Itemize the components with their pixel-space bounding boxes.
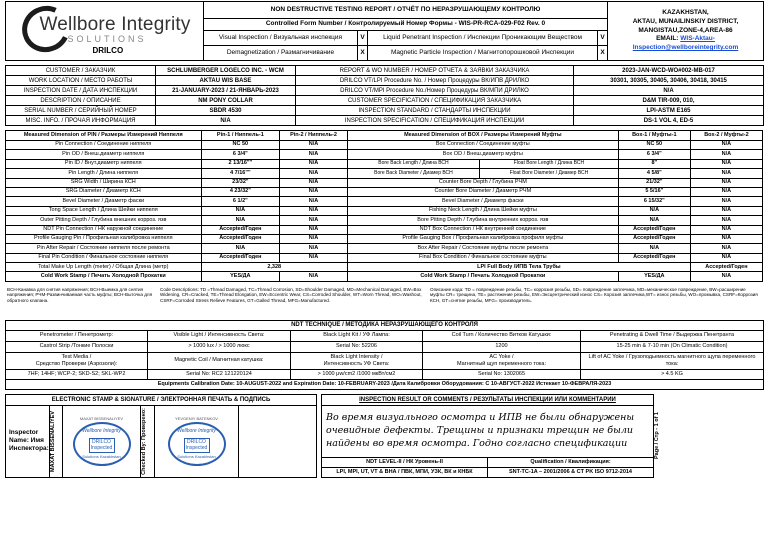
make-up-value: 2,328 <box>201 263 347 272</box>
pin1-value: 4 23/32" <box>201 187 280 196</box>
box-dim-label: Bevel Diameter / Диаметр фаски <box>347 197 618 206</box>
bl-intensity-value: > 1000 μw/cm2 /1000 мкВт/см2 <box>291 369 423 379</box>
pin1-value: Accepted/Годен <box>201 225 280 234</box>
pin2-value: N/A <box>280 244 348 253</box>
pin-dim-label: SRG Diameter / Диаметр КСН <box>6 187 202 196</box>
float-bore-dia-label: Float Bore Diameter / Диамер ВСН <box>480 169 619 178</box>
float-bore-length-label: Float Bore Length / Длина ВСН <box>480 159 619 168</box>
black-light-label: Black Light Kit / УФ Лампа: <box>291 330 423 341</box>
address-line-3: MANGISTAU,ZONE-4,AREA-86 <box>638 26 733 34</box>
info-label: MISC. INFO. / ПРОЧАЯ ИНФОРМАЦИЯ <box>6 116 156 126</box>
page-number: Page / Стр - 1 of 1 <box>654 412 660 460</box>
info-row <box>6 96 764 106</box>
email-link[interactable]: WIS-Aktau-Inspection@wellboreintegrity.com <box>632 35 739 52</box>
inspector-stamp <box>63 405 141 477</box>
info-value: NM PONY COLLAR <box>156 96 296 106</box>
pin1-value: 6 3/4" <box>201 150 280 159</box>
box1-value: 4 5/8" <box>618 169 690 178</box>
checked-by-label: Checked By: Проверено: <box>141 407 147 475</box>
pin2-value: N/A <box>280 159 348 168</box>
pin-dim-label: Outer Pitting Depth / Глубина внешних корроз. язв <box>6 216 202 225</box>
info-value: N/A <box>156 116 296 126</box>
email-label: EMAIL: <box>656 35 679 43</box>
visible-light-value: > 1000 lux / > 1000 люкс <box>148 341 291 352</box>
bl-intensity-label-ru: Интенсивность УФ Света: <box>323 360 390 367</box>
box2-value: N/A <box>690 216 762 225</box>
pin2-value: N/A <box>280 150 348 159</box>
box2-value: N/A <box>690 169 762 178</box>
box2-value: N/A <box>690 206 762 215</box>
dim-row <box>6 178 763 187</box>
pin-dim-label: Profile Gauging Pin / Профильная калибровка ниппеля <box>6 234 202 243</box>
checked-stamp-icon: Wellbore Integrity DRILCO Inspected Solutions Kazakhstan <box>168 422 226 466</box>
checker-stamp <box>155 405 239 477</box>
cold-work-box2: N/A <box>690 272 762 281</box>
box-dim-label: Fishing Neck Length / Длина Шейки муфты <box>347 206 618 215</box>
address-line-2: AKTAU, MUNAILINSKIY DISTRICT, <box>632 17 739 25</box>
signature-result-table <box>5 394 764 478</box>
cold-work-box-label: Cold Work Stamp / Печать Холодной Прокатки <box>347 272 618 281</box>
box2-value: N/A <box>690 159 762 168</box>
dwell-time-value: 15-25 min & 7-10 min (On Climatic Condition) <box>581 341 764 352</box>
pin2-value: N/A <box>280 169 348 178</box>
ndt-level-label: NDT LEVEL-II / НК Уровень-II <box>322 457 488 467</box>
info-label: SERIAL NUMBER / СЕРИЙНЫЙ НОМЕР <box>6 106 156 116</box>
ac-yoke-serial: Serial No: 1302065 <box>423 369 581 379</box>
pin2-value: N/A <box>280 197 348 206</box>
coil-turn-label: Coil Turn / Количество Витков Катушки: <box>423 330 581 341</box>
method-lpi: Liquid Penetrant Inspection / Инспекции Проникающим Веществом <box>368 30 598 45</box>
box2-value: N/A <box>690 234 762 243</box>
counter-bore-length-label: Bore Back Length / Длина ВСН <box>347 159 479 168</box>
box2-value: N/A <box>690 197 762 206</box>
pin1-value: Accepted/Годен <box>201 253 280 262</box>
box1-value: 8" <box>618 159 690 168</box>
notes-codes-ru: Описание кода: TD = повреждение резьбы, TC= коррозия резьбы, SD= повреждение заплечика, MD=механическое повреждение, BW=расширение муфты CR= трещина, TE= растяжение резьбы, EW=Эксцентрический износ CS= Корозия заплечика,WT= износ резьбы, WO=промывка, CSRF=Коррозия КСН, GT=снятие резьбы, MFG= производитель. <box>430 286 758 303</box>
box2-value: N/A <box>690 150 762 159</box>
box2-value: N/A <box>690 141 762 150</box>
info-value-2: D&M TIR-009, 010, <box>574 96 764 106</box>
pin2-value: N/A <box>280 253 348 262</box>
pin2-value: N/A <box>280 225 348 234</box>
bl-intensity-label: Black Light Intensity / <box>330 354 383 361</box>
info-label: DESCRIPTION / ОПИСАНИЕ <box>6 96 156 106</box>
lpi-full-body-value: Accepted/Годен <box>690 263 762 272</box>
dim-row <box>6 131 763 141</box>
dim-header-box1: Box-1 / Муфты-1 <box>618 131 690 141</box>
info-value: SBDR 4530 <box>156 106 296 116</box>
dim-header-pin1: Pin-1 / Ниппель-1 <box>201 131 280 141</box>
ndt-methods: LPI, MPI, UT, VT & ВНА / ПВК, МПИ, УЗК, ВК и КНБК <box>322 467 488 477</box>
pin2-value: N/A <box>280 187 348 196</box>
penetrometer-label: Penetrometer / Пенетрометр: <box>6 330 148 341</box>
box2-value: N/A <box>690 225 762 234</box>
inspector-name: MAXAT BISSENALIYEV <box>50 410 56 472</box>
test-media-label-ru: Средство Проверки (Аэрозоли): <box>35 360 118 367</box>
stamp-2-name: YEVGENIY BATENKOV <box>175 415 218 421</box>
box-dim-label: Box Connection / Соединение муфты <box>347 141 618 150</box>
dim-row <box>6 141 763 150</box>
counter-bore-dia-label: Bore Back Diameter / Диамер ВСН <box>347 169 479 178</box>
result-section-title: INSPECTION RESULT OR COMMENTS / РЕЗУЛЬТАТЫ ИНСПЕКЦИИ ИЛИ КОММЕНТАРИИ <box>322 394 654 405</box>
pin1-value: 4 7/16"" <box>201 169 280 178</box>
dim-row <box>6 197 763 206</box>
form-number: Controlled Form Number / Контролируемый Номер Формы - WIS-PR-RCA-029-F02 Rev. 0 <box>204 19 608 31</box>
info-label-2: INSPECTION STANDARD / СТАНДАРТЫ ИНСПЕКЦИИ <box>296 106 574 116</box>
dim-header-box2: Box-2 / Муфты-2 <box>690 131 762 141</box>
visible-light-label: Visible Light / Интенсивность Света: <box>148 330 291 341</box>
cold-work-box1: YES/ДА <box>618 272 690 281</box>
pin-dim-label: Tong Space Length / Длина Шейки ниппеля <box>6 206 202 215</box>
yoke-lift-value: > 4.5 KG <box>581 369 764 379</box>
dim-row <box>6 206 763 215</box>
box1-value: NC 50 <box>618 141 690 150</box>
penetrometer-value: Castrol Strip /Тонкие Полоски <box>6 341 148 352</box>
cold-work-pin2: N/A <box>280 272 348 281</box>
box-dim-label: Box After Repair / Состояние муфты после ремонта <box>347 244 618 253</box>
magnetic-coil-label: Magnetic Coil / Магнитная катушка: <box>148 352 291 369</box>
box-dim-label: NDT Box Connection / НК внутренней соединение <box>347 225 618 234</box>
address-block <box>608 2 764 61</box>
qualification-label: Qualification / Квалификация: <box>488 457 654 467</box>
make-up-label: Total Make Up Length (meter) / Общая Длина (метр) <box>6 263 202 272</box>
pin-dim-label: SRG Width / Ширина КСН <box>6 178 202 187</box>
method-visual: Visual Inspection / Визуальная инспекция <box>204 30 358 45</box>
pin1-value: N/A <box>201 216 280 225</box>
pin-dim-label: Final Pin Condition / Финальное состояние ниппеля <box>6 253 202 262</box>
method-demag-mark: X <box>358 45 368 60</box>
dim-row <box>6 244 763 253</box>
box2-value: N/A <box>690 253 762 262</box>
dim-header-box: Measured Dimension of BOX / Размеры Измерений Муфты <box>347 131 618 141</box>
box2-value: N/A <box>690 187 762 196</box>
pin2-value: N/A <box>280 234 348 243</box>
lpi-full-body-label: LPI Full Body /ИПВ Тела Трубы <box>347 263 690 272</box>
ac-yoke-label: AC Yoke / <box>489 354 514 361</box>
box2-value: N/A <box>690 244 762 253</box>
black-light-serial: Serial No: 52206 <box>291 341 423 352</box>
method-lpi-mark: V <box>598 30 608 45</box>
pin2-value: N/A <box>280 178 348 187</box>
magnetic-coil-serial: Serial No: RC2 121220124 <box>148 369 291 379</box>
box-dim-label: Final Box Condition / Финальное состояние муфты <box>347 253 618 262</box>
info-label-2: DRILCO VT/MPI Procedure No./Номер Процедуры ВК/МПИ ДРИЛКО <box>296 86 574 96</box>
box1-value: 6 15/32" <box>618 197 690 206</box>
dim-row <box>6 272 763 281</box>
box-dim-label: Counter Bore Depth / Глубина РЧМ <box>347 178 618 187</box>
pin-dim-label: NDT Pin Connection / НК наружной соединение <box>6 225 202 234</box>
method-visual-mark: V <box>358 30 368 45</box>
pin-dim-label: Pin OD / Внеш.диаметр ниппеля <box>6 150 202 159</box>
box-dim-label: Bore Pitting Depth / Глубина внутренних корроз. язв <box>347 216 618 225</box>
info-value-2: 2023-JAN-WCD-WO#002-MB-017 <box>574 66 764 76</box>
dim-row <box>6 253 763 262</box>
pin1-value: 23/32" <box>201 178 280 187</box>
report-header <box>5 1 764 61</box>
box-dim-label: Counter Bore Diameter / Диаметр РЧМ <box>347 187 618 196</box>
dim-header-pin: Measured Dimension of PIN / Размеры Измерений Ниппеля <box>6 131 202 141</box>
pin2-value: N/A <box>280 216 348 225</box>
info-value-2: LPI-ASTM E165 <box>574 106 764 116</box>
dim-header-pin2: Pin-2 / Ниппель-2 <box>280 131 348 141</box>
coil-turn-value: 1200 <box>423 341 581 352</box>
info-row <box>6 116 764 126</box>
pin-dim-label: Bevel Diameter / Диаметр фаски <box>6 197 202 206</box>
pin-dim-label: Pin After Repair / Состояние ниппеля после ремонта <box>6 244 202 253</box>
method-demag: Demagnetization / Размагничивание <box>204 45 358 60</box>
info-value-2: 30301, 30305, 30405, 30406, 30418, 30415 <box>574 76 764 86</box>
calibration-dates: Equipments Calibration Date: 10-AUGUST-2022 and Expiration Date: 10-FEBRUARY-2023 /Дата Калибровки Оборудования: С 10-АВГУСТ-2022 Истекает 10-ФЕВРАЛЯ-2023 <box>6 379 764 389</box>
method-mpi-mark: X <box>598 45 608 60</box>
code-notes <box>5 286 763 320</box>
box1-value: 6 3/4" <box>618 150 690 159</box>
info-row <box>6 66 764 76</box>
box1-value: N/A <box>618 206 690 215</box>
yoke-lift-label: Lift of AC Yoke / Грузоподьемность магнитного щупа переменного тока: <box>581 352 764 369</box>
dim-row <box>6 169 763 178</box>
job-info-table <box>5 65 764 126</box>
inspection-result-text: Во время визуального осмотра и ИПВ не были обнаружены очевидные дефекты. Трещины и признаки трещин не были найдены во время осмотра. Годно согласно спецификации <box>322 405 654 457</box>
info-row <box>6 86 764 96</box>
box-dim-label: Box OD / Внеш.диаметр муфты <box>347 150 618 159</box>
dim-row <box>6 263 763 272</box>
info-label-2: DRILCO VT/LPI Procedure No. / Номер Процедуры ВК/ИПВ ДРИЛКО <box>296 76 574 86</box>
box2-value: N/A <box>690 178 762 187</box>
box1-value: Accepted/Годен <box>618 234 690 243</box>
report-title: NON DESTRUCTIVE TESTING REPORT / ОТЧЁТ ПО НЕРАЗРУШАЮЩЕМУ КОНТРОЛЮ <box>204 2 608 19</box>
inspector-label: Inspector Name: Имя Инспектора: <box>6 405 50 477</box>
cold-work-pin-label: Cold Work Stamp / Печать Холодной Прокатки <box>6 272 202 281</box>
pin1-value: 2 13/16"" <box>201 159 280 168</box>
box1-value: N/A <box>618 244 690 253</box>
test-media-label: Test Media / <box>61 354 92 361</box>
company-logo <box>6 2 204 61</box>
box1-value: Accepted/Годен <box>618 253 690 262</box>
ndt-technique-table <box>5 320 764 390</box>
cold-work-pin1: YES/ДА <box>201 272 280 281</box>
pin-dim-label: Pin Connection / Соединение ниппеля <box>6 141 202 150</box>
dim-row <box>6 234 763 243</box>
box1-value: N/A <box>618 216 690 225</box>
info-value-2: DS-1 VOL 4, ED-5 <box>574 116 764 126</box>
dim-row <box>6 150 763 159</box>
info-label: INSPECTION DATE / ДАТА ИНСПЕКЦИИ <box>6 86 156 96</box>
info-value: SCHLUMBERGER LOGELCO INC. - WCM <box>156 66 296 76</box>
technique-title: NDT TECHNIQUE / МЕТОДИКА НЕРАЗРУШАЮЩЕГО КОНТРОЛЯ <box>6 320 764 330</box>
info-label: CUSTOMER / ЗАКАЗЧИК <box>6 66 156 76</box>
pin2-value: N/A <box>280 206 348 215</box>
dimensions-table <box>5 130 763 282</box>
info-label: WORK LOCATION / МЕСТО РАБОТЫ <box>6 76 156 86</box>
pin-dim-label: Pin Length / Длина ниппеля <box>6 169 202 178</box>
test-media-value: 7HF; 14HF; WCP-2; SKD-S2; SKL-WP2 <box>6 369 148 379</box>
info-label-2: INSPECTION SPECIFICATION / СПЕЦИФИКАЦИЯ ИНСПЕКЦИИ <box>296 116 574 126</box>
info-label-2: REPORT & WO NUMBER / НОМЕР ОТЧЕТА & ЗАЯВКИ ЗАКАЗЧИКА <box>296 66 574 76</box>
stamp-1-name: MAXAT BISSENALIYEV <box>79 415 124 421</box>
company-sub: DRILCO <box>92 46 124 55</box>
address-line-1: KAZAKHSTAN, <box>662 9 709 17</box>
pin1-value: N/A <box>201 244 280 253</box>
dim-row <box>6 225 763 234</box>
dim-row <box>6 216 763 225</box>
pin1-value: NC 50 <box>201 141 280 150</box>
dwell-time-label: Penetrating & Dwell Time / Выдержка Пенетранта <box>581 330 764 341</box>
info-row <box>6 106 764 116</box>
pin2-value: N/A <box>280 141 348 150</box>
qualification-value: SNT-TC-1A – 2001/2006 & CT PK ISO 9712-2014 <box>488 467 654 477</box>
box1-value: 5 5/16" <box>618 187 690 196</box>
info-row <box>6 76 764 86</box>
stamp-section-title: ELECTRONIC STAMP & SIGNATURE / ЭЛЕКТРОННАЯ ПЕЧАТЬ & ПОДПИСЬ <box>6 394 317 405</box>
pin1-value: Accepted/Годен <box>201 234 280 243</box>
method-mpi: Magnetic Particle Inspection / Магнитопорошковой Инспекции <box>368 45 598 60</box>
pin-dim-label: Pin ID / Внут.диаметр ниппеля <box>6 159 202 168</box>
info-value-2: N/A <box>574 86 764 96</box>
pin1-value: N/A <box>201 206 280 215</box>
box1-value: Accepted/Годен <box>618 225 690 234</box>
dim-row <box>6 187 763 196</box>
notes-codes-en: Code Descriptions: TD =Thread Damaged, TC=Thread Corrosion, SD=Shoulder Damaged, MD=Mechanical Damaged, BW=Box Widening, CR=Cracked, TE=Thread Elongation, EW=Eccentric Wear, CS=Corroded Shoulder, WT=Worn Thread, WO=Washout, CSRF=Corroded Stress Relieve Features, GT=Galled Thread, MFG=Manufactured. <box>160 286 422 303</box>
box1-value: 21/32" <box>618 178 690 187</box>
info-value: 21-JANUARY-2023 / 21-ЯНВАРЬ-2023 <box>156 86 296 96</box>
info-label-2: CUSTOMER SPECIFICATION / СПЕЦИФИКАЦИЯ ЗАКАЗЧИКА <box>296 96 574 106</box>
box-dim-label: Profile Gauging Box / Профильная калибровка профиля муфты <box>347 234 618 243</box>
inspection-stamp-icon: Wellbore Integrity DRILCO Inspected Solutions Kazakhstan <box>73 422 131 466</box>
company-tag: SOLUTIONS <box>67 34 147 44</box>
company-name: Wellbore Integrity <box>39 14 191 35</box>
ac-yoke-label-ru: Магнитный щуп переменного тока: <box>456 360 546 367</box>
info-value: AKTAU WIS BASE <box>156 76 296 86</box>
notes-left: BCH-Канавка для снятия напряжения; BCH-Выемка для снятия напряжения; РЧМ-Развинчиваемая часть муфты; ВСН-Выточка для обратного клапана. <box>7 286 153 303</box>
dim-row <box>6 159 763 168</box>
pin1-value: 6 1/2" <box>201 197 280 206</box>
